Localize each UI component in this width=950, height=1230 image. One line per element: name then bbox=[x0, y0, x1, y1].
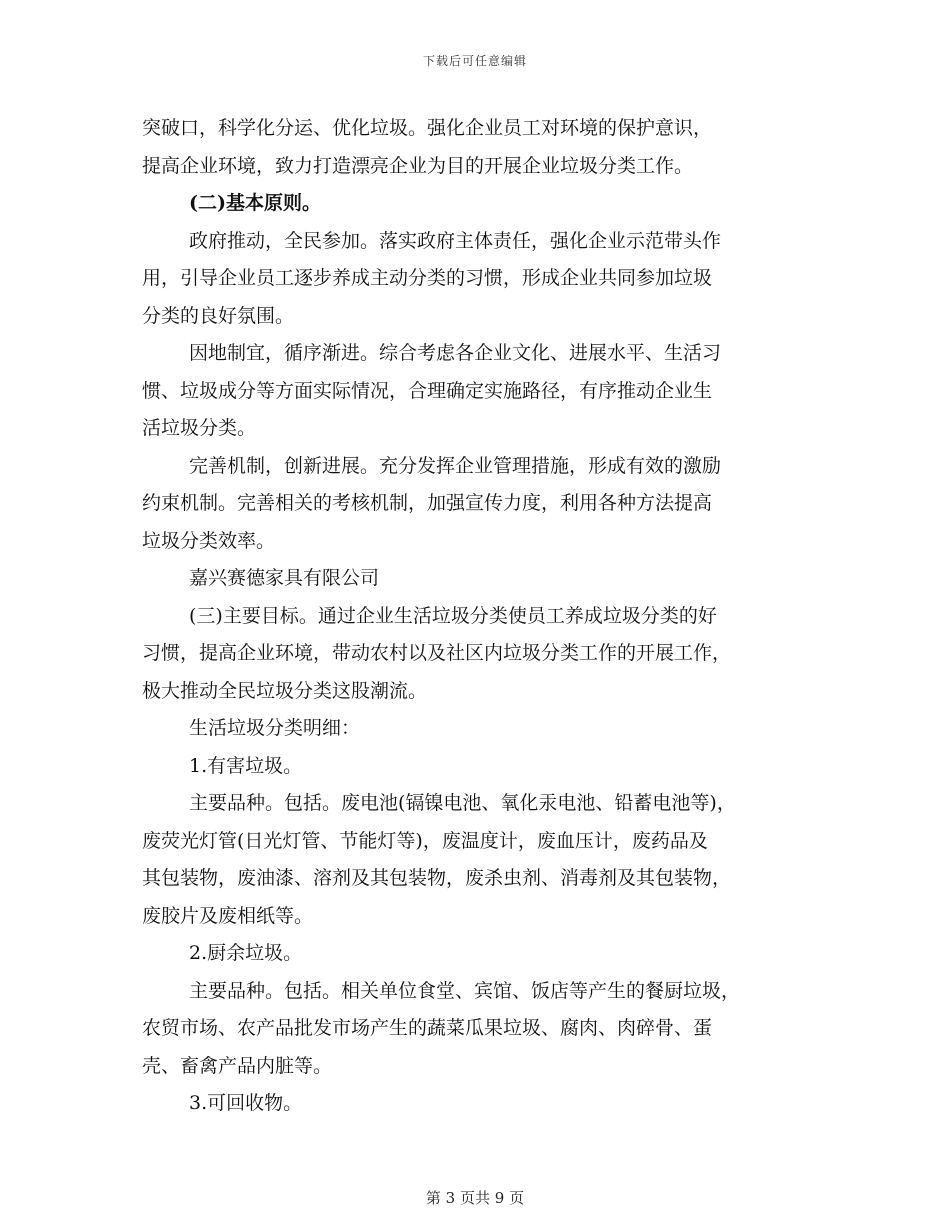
text-line: 农贸市场、农产品批发市场产生的蔬菜瓜果垃圾、腐肉、肉碎骨、蛋 bbox=[142, 1017, 713, 1039]
text-line: 嘉兴赛德家具有限公司 bbox=[189, 567, 380, 589]
text-line: 生活垃圾分类明细： bbox=[189, 717, 361, 739]
text-line: 主要品种。包括。废电池(镉镍电池、氧化汞电池、铅蓄电池等)， bbox=[189, 792, 736, 814]
text-line: 因地制宜，循序渐进。综合考虑各企业文化、进展水平、生活习 bbox=[189, 342, 722, 364]
text-line: 分类的良好氛围。 bbox=[142, 304, 295, 327]
text-line: 用，引导企业员工逐步养成主动分类的习惯，形成企业共同参加垃圾 bbox=[142, 267, 713, 289]
text-line: 提高企业环境，致力打造漂亮企业为目的开展企业垃圾分类工作。 bbox=[142, 154, 694, 177]
text-line: 3.可回收物。 bbox=[189, 1092, 303, 1114]
page-header: 下载后可任意编辑 bbox=[422, 54, 527, 68]
page-number: 第 3 页共 9 页 bbox=[425, 1189, 525, 1207]
text-line: 政府推动，全民参加。落实政府主体责任，强化企业示范带头作 bbox=[189, 229, 722, 252]
text-line: 习惯，提高企业环境，带动农村以及社区内垃圾分类工作的开展工作， bbox=[142, 642, 732, 664]
text-line: 废荧光灯管(日光灯管、节能灯等)，废温度计，废血压计，废药品及 bbox=[142, 829, 708, 852]
text-line: 其包装物，废油漆、溶剂及其包装物，废杀虫剂、消毒剂及其包装物， bbox=[142, 867, 732, 889]
text-line: 约束机制。完善相关的考核机制，加强宣传力度，利用各种方法提高 bbox=[142, 492, 713, 514]
text-line: 极大推动全民垃圾分类这股潮流。 bbox=[142, 679, 428, 702]
text-line: 突破口，科学化分运、优化垃圾。强化企业员工对环境的保护意识， bbox=[142, 117, 713, 139]
text-line: 主要品种。包括。相关单位食堂、宾馆、饭店等产生的餐厨垃圾， bbox=[189, 979, 741, 1002]
text-line: 废胶片及废相纸等。 bbox=[142, 904, 314, 927]
text-line: 垃圾分类效率。 bbox=[142, 529, 276, 552]
text-line: 完善机制，创新进展。充分发挥企业管理措施，形成有效的激励 bbox=[189, 454, 722, 477]
text-line: 2.厨余垃圾。 bbox=[189, 942, 303, 964]
text-line: 惯、垃圾成分等方面实际情况，合理确定实施路径，有序推动企业生 bbox=[142, 379, 713, 402]
section-heading: (二)基本原则。 bbox=[189, 192, 321, 214]
document-body bbox=[142, 110, 810, 1123]
text-line: 1.有害垃圾。 bbox=[189, 754, 303, 777]
text-line: 活垃圾分类。 bbox=[142, 417, 257, 439]
text-line: (三)主要目标。通过企业生活垃圾分类使员工养成垃圾分类的好 bbox=[189, 604, 717, 627]
text-line: 壳、畜禽产品内脏等。 bbox=[142, 1054, 333, 1077]
